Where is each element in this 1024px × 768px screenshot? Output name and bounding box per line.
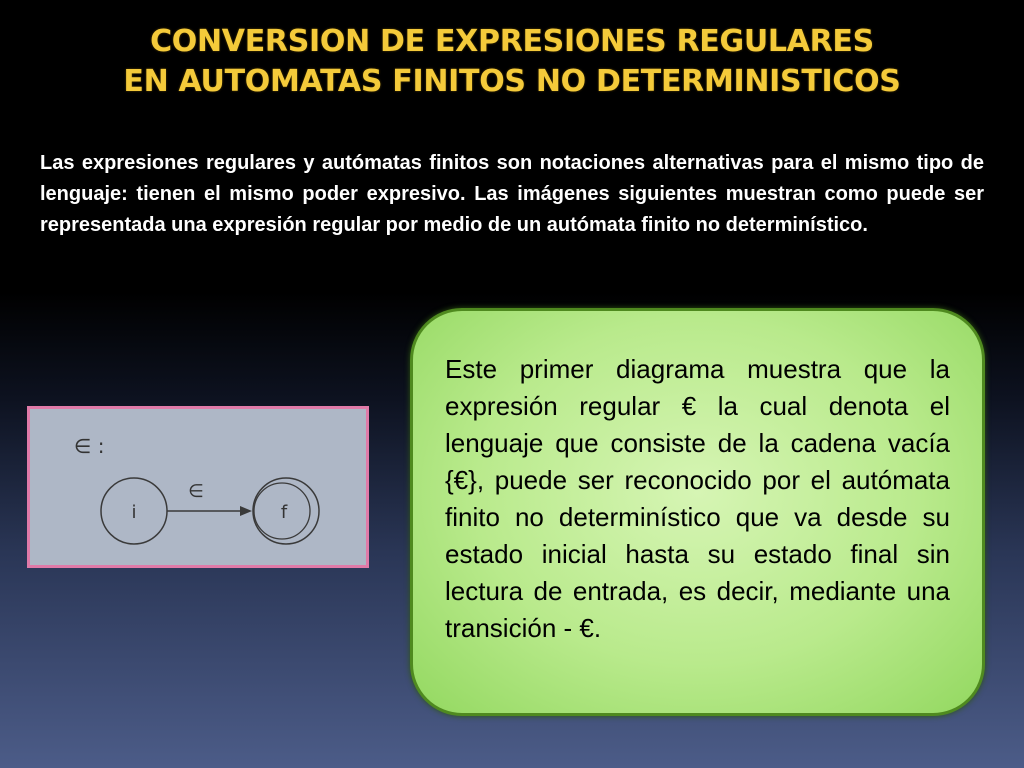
transition-label: ∈: [188, 481, 204, 502]
diagram-label: ∈ :: [74, 434, 105, 458]
slide-title: [0, 22, 1024, 102]
initial-state-label: i: [131, 502, 137, 523]
automaton-diagram: [30, 409, 366, 565]
title-line-1: CONVERSION DE EXPRESIONES REGULARES: [150, 24, 874, 59]
arrow-head-icon: [240, 506, 252, 516]
title-line-2: EN AUTOMATAS FINITOS NO DETERMINISTICOS: [123, 64, 901, 99]
intro-paragraph: Las expresiones regulares y autómatas finitos son notaciones alternativas para el mismo tipo de lenguaje: tienen el mismo poder expresivo. Las imágenes siguientes muestran como puede ser representada una expresión regular por medio de un autómata finito no determinístico.: [40, 152, 984, 236]
automaton-diagram-image: [27, 406, 369, 568]
final-state-label: f: [280, 502, 288, 523]
callout-text: Este primer diagrama muestra que la expresión regular € la cual denota el lenguaje que consiste de la cadena vacía {€}, puede ser reconocido por el autómata finito no determinístico que va desde su estado inicial hasta su estado final sin lectura de entrada, es decir, mediante una transición - €.: [445, 354, 950, 643]
explanation-callout: [410, 308, 985, 716]
